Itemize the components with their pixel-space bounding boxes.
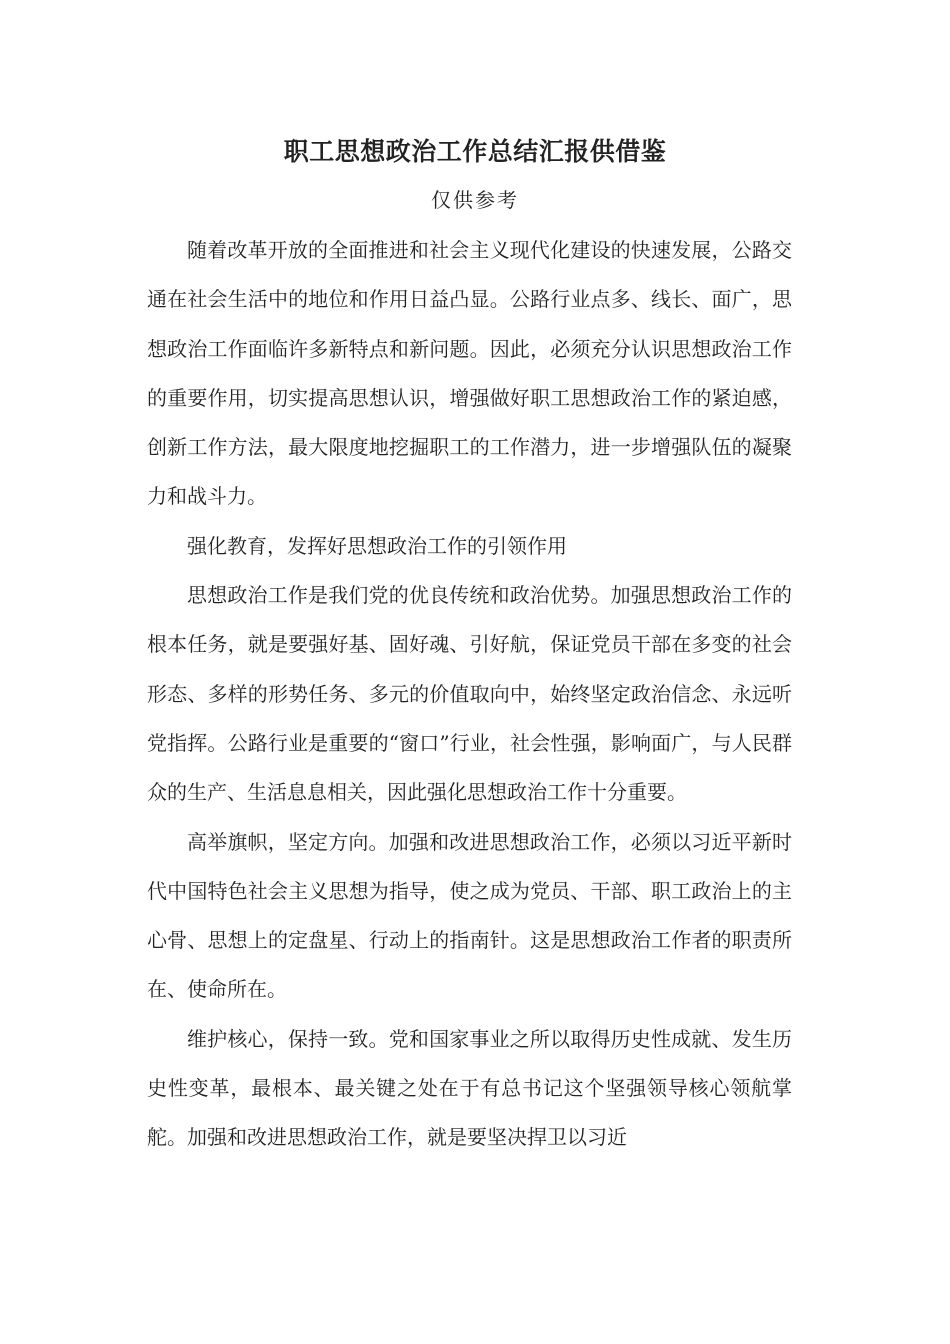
paragraph-hold-banner: 高举旗帜，坚定方向。加强和改进思想政治工作，必须以习近平新时代中国特色社会主义思想为指导，使之成为党员、干部、职工政治上的主心骨、思想上的定盘星、行动上的指南针。这是思想政治工作者的职责所在、使命所在。 bbox=[147, 829, 792, 1002]
document-title: 职工思想政治工作总结汇报供借鉴 bbox=[283, 137, 667, 166]
paragraph-political-work: 思想政治工作是我们党的优良传统和政治优势。加强思想政治工作的根本任务，就是要强好基、固好魂、引好航，保证党员干部在多变的社会形态、多样的形势任务、多元的价值取向中，始终坚定政治信念、永远听党指挥。公路行业是重要的“窗口”行业，社会性强，影响面广，与人民群众的生产、生活息息相关，因此强化思想政治工作十分重要。 bbox=[147, 583, 792, 805]
document-body bbox=[147, 226, 792, 1163]
document-subtitle: 仅供参考 bbox=[431, 188, 519, 212]
paragraph-intro: 随着改革开放的全面推进和社会主义现代化建设的快速发展，公路交通在社会生活中的地位和作用日益凸显。公路行业点多、线长、面广，思想政治工作面临许多新特点和新问题。因此，必须充分认识思想政治工作的重要作用，切实提高思想认识，增强做好职工思想政治工作的紧迫感，创新工作方法，最大限度地挖掘职工的工作潜力，进一步增强队伍的凝聚力和战斗力。 bbox=[147, 238, 792, 509]
paragraph-uphold-core: 维护核心，保持一致。党和国家事业之所以取得历史性成就、发生历史性变革，最根本、最关键之处在于有总书记这个坚强领导核心领航掌舵。加强和改进思想政治工作，就是要坚决捍卫以习近 bbox=[147, 1026, 792, 1150]
section-heading: 强化教育，发挥好思想政治工作的引领作用 bbox=[187, 533, 567, 558]
